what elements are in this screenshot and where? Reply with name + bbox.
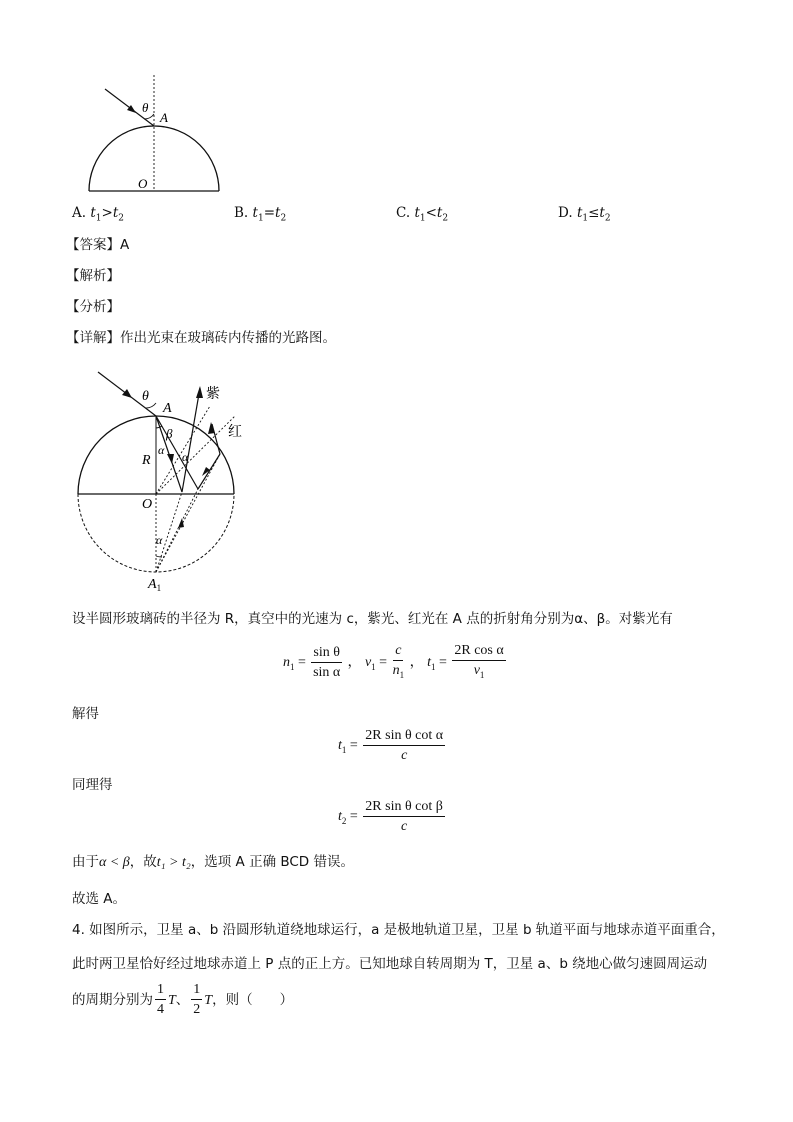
dash-a1-3 xyxy=(156,489,198,572)
equation-2: $t_1$ = $\frac{\text{2R sin θ cot α}}{c}$ xyxy=(338,728,444,763)
fig2-point-o: O xyxy=(142,497,153,512)
detail-text: 作出光束在玻璃砖内传播的光路图。 xyxy=(120,330,336,346)
fig2-alpha-1: α xyxy=(158,443,165,457)
fig2-point-a1: $A_1$ xyxy=(148,577,162,593)
detail-label: 【详解】 xyxy=(66,330,120,346)
purple-out-arrow xyxy=(196,386,203,398)
q4-line3: 的周期分别为 $\frac{1}{4}$ T、 $\frac{1}{2}$ T，则（ ） xyxy=(72,982,294,1017)
fenxi-label: 【分析】 xyxy=(66,299,120,315)
equation-1: $n_1$ = $\frac{\text{sin θ}}{\text{sin α}}$ ， $v_1$ = $\frac{c}{n_1}$ ， $t_1$ = $\frac{\text{2R cos α}}{v_1}$ xyxy=(283,643,504,680)
fig2-alpha-2: α xyxy=(182,450,189,464)
conclusion-line: 由于α < β，故t₁ > t₂，选项 A 正确 BCD 错误。 xyxy=(72,854,354,870)
lower-dash-arrow xyxy=(178,518,184,528)
fig2-red-label: 红 xyxy=(228,424,242,440)
option-d[interactable]: D. $t_1\le t_2$ xyxy=(558,205,611,224)
option-c[interactable]: C. $t_1<t_2$ xyxy=(396,205,449,224)
analysis-label: 【解析】 xyxy=(66,268,120,284)
guxuan-line: 故选 A。 xyxy=(72,891,127,907)
fig2-point-a: A xyxy=(163,401,172,416)
option-a[interactable]: A. $t_1>t_2$ xyxy=(72,205,124,224)
answer-label: 【答案】 xyxy=(66,237,120,253)
answer-value: A xyxy=(120,237,130,253)
equation-3: $t_2$ = $\frac{\text{2R sin θ cot β}}{c}$ xyxy=(338,799,443,834)
figure-light-path xyxy=(70,366,260,596)
fig2-alpha-3: α xyxy=(156,533,163,547)
fig2-beta: β xyxy=(166,426,173,441)
jiede-label: 解得 xyxy=(72,706,99,722)
red-out-arrow xyxy=(208,422,215,434)
option-b[interactable]: B. $t_1=t_2$ xyxy=(234,205,287,224)
fig2-theta: θ xyxy=(142,389,149,404)
fig2-r: R xyxy=(142,453,151,468)
detail-line xyxy=(66,328,336,348)
paragraph-setup: 设半圆形玻璃砖的半径为 R，真空中的光速为 c，紫光、红光在 A 点的折射角分别为α、β。对紫光有 xyxy=(72,611,673,627)
tongli-label: 同理得 xyxy=(72,777,113,793)
incident-arrow-2 xyxy=(122,389,132,398)
q4-line1: 4. 如图所示，卫星 a、b 沿圆形轨道绕地球运行，a 是极地轨道卫星，卫星 b 轨道平面与地球赤道平面重合， xyxy=(72,922,725,938)
answer-line xyxy=(66,235,129,255)
fig2-purple-label: 紫 xyxy=(206,386,220,402)
q4-line2: 此时两卫星恰好经过地球赤道上 P 点的正上方。已知地球自转周期为 T，卫星 a、b 绕地心做匀速圆周运动 xyxy=(72,956,708,972)
purple-ref-arrow xyxy=(167,454,174,464)
fig1-point-o: O xyxy=(138,176,148,191)
fig1-theta: θ xyxy=(142,100,149,115)
fig1-point-a: A xyxy=(160,110,168,125)
figure-semicircle xyxy=(80,70,230,195)
